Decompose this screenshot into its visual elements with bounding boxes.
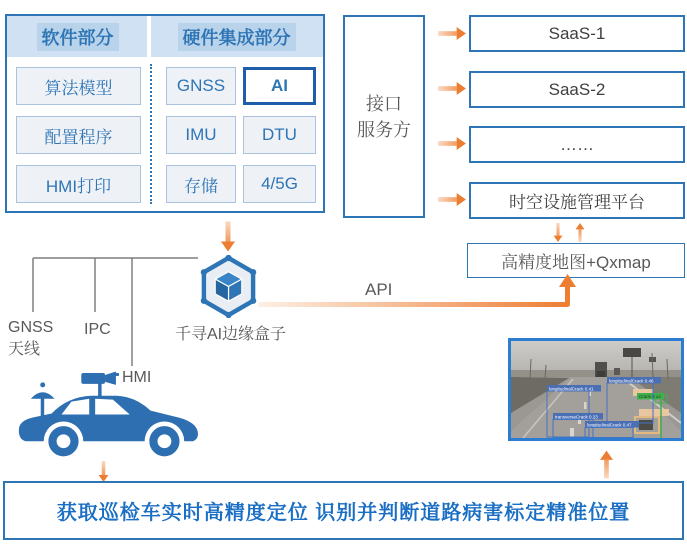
- detection-label-2: longitudinalCrack 0.41: [549, 386, 594, 392]
- dotted-divider: [150, 64, 152, 204]
- arrow-right-ellipsis: [438, 137, 466, 150]
- ipc-label: IPC: [84, 321, 111, 338]
- hardware-item-ai: AI: [243, 67, 316, 105]
- software-item-algorithm-model: 算法模型: [16, 67, 141, 105]
- hardware-header: [151, 16, 322, 57]
- gnss-label-line1: GNSS: [8, 319, 54, 336]
- hardware-item-dtu: DTU: [243, 116, 316, 154]
- hmi-label: HMI: [122, 369, 152, 386]
- saas1-box: SaaS-1: [469, 15, 685, 52]
- gnss-antenna-label: [8, 317, 53, 361]
- software-item-config-program: 配置程序: [16, 116, 141, 154]
- interface-provider-box: [343, 15, 425, 218]
- software-header: [7, 16, 148, 57]
- arrow-right-saas2: [438, 82, 466, 95]
- interface-provider-line2: 服务方: [357, 119, 411, 140]
- software-header-label: 软件部分: [37, 23, 119, 51]
- api-label: API: [365, 280, 393, 299]
- hardware-item-gnss: GNSS: [166, 67, 236, 105]
- spatiotemporal-platform-box: 时空设施管理平台: [469, 182, 685, 219]
- interface-provider-line1: 接口: [366, 93, 402, 114]
- detection-label-1: longitudinalCrack 0.46: [609, 378, 654, 384]
- detection-label-green: Crack 0.24: [639, 394, 661, 399]
- hardware-item-45g: 4/5G: [243, 165, 316, 203]
- edge-box-label: 千寻AI边缘盒子: [174, 326, 287, 343]
- arrow-up-banner-to-photo: [600, 449, 613, 480]
- road-detection-photo: [508, 338, 684, 441]
- inspection-car-icon: [16, 370, 204, 464]
- detection-label-4: longitudinalCrack 0.47: [587, 422, 632, 428]
- hardware-item-imu: IMU: [166, 116, 236, 154]
- hardware-item-storage: 存储: [166, 165, 236, 203]
- edge-box-icon: [197, 255, 260, 318]
- arrow-up-map-to-platform: [574, 223, 586, 242]
- road-scene: [511, 341, 681, 438]
- software-hardware-box: [5, 14, 325, 213]
- hd-map-qxmap-box: 高精度地图+Qxmap: [467, 243, 685, 278]
- arrow-down-car-to-banner: [97, 461, 110, 482]
- detection-label-3: transverseCrack 0.23: [555, 414, 598, 420]
- hardware-header-label: 硬件集成部分: [178, 23, 296, 51]
- bottom-banner: 获取巡检车实时高精度定位 识别并判断道路病害标定精准位置: [3, 481, 684, 540]
- arrow-right-platform: [438, 193, 466, 206]
- arrow-down-to-edgebox: [221, 221, 235, 252]
- gnss-label-line2: 天线: [8, 341, 41, 358]
- software-item-hmi-print: HMI打印: [16, 165, 141, 203]
- ellipsis-box: ……: [469, 126, 685, 163]
- api-arrow: [258, 274, 588, 310]
- arrow-down-platform-to-map: [552, 223, 564, 242]
- saas2-box: SaaS-2: [469, 71, 685, 108]
- arrow-right-saas1: [438, 27, 466, 40]
